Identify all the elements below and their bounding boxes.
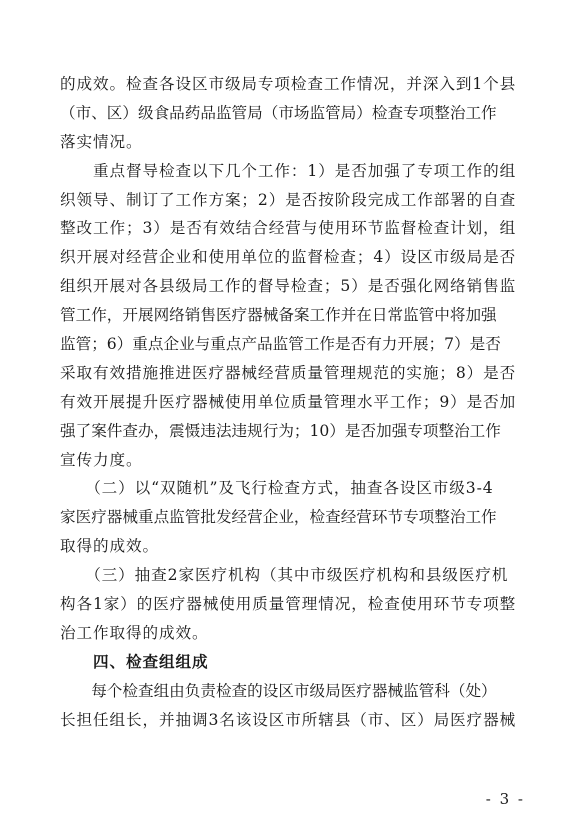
text-line: 重点督导检查以下几个工作：1）是否加强了专项工作的组: [60, 161, 517, 180]
text-line: 组织开展对各县级局工作的督导检查；5）是否强化网络销售监: [60, 277, 517, 296]
section-heading: 四、检查组组成: [60, 652, 209, 671]
text-line: 管工作，开展网络销售医疗器械备案工作并在日常监管中将加强: [60, 306, 497, 325]
text-line: 织开展对经营企业和使用单位的监督检查；4）设区市级局是否: [60, 248, 517, 267]
text-line: 强了案件查办，震慑违法违规行为；10）是否加强专项整治工作: [60, 421, 501, 440]
text-line: 整改工作；3）是否有效结合经营与使用环节监督检查计划，组: [60, 219, 517, 238]
text-line: （市、区）级食品药品监管局（市场监管局）检查专项整治工作: [60, 103, 497, 122]
text-line: 构各1家）的医疗器械使用质量管理情况，检查使用环节专项整: [60, 595, 517, 614]
text-line: 宣传力度。: [60, 450, 143, 469]
text-line: 家医疗器械重点监管批发经营企业，检查经营环节专项整治工作: [60, 508, 497, 527]
text-line: （三）抽查2家医疗机构（其中市级医疗机构和县级医疗机: [60, 566, 509, 585]
text-line: 的成效。检查各设区市级局专项检查工作情况，并深入到1个县: [60, 75, 517, 93]
text-line: 织领导、制订了工作方案；2）是否按阶段完成工作部署的自查: [60, 190, 517, 209]
text-line: 监管；6）重点企业与重点产品监管工作是否有力开展；7）是否: [60, 335, 501, 354]
text-line: 每个检查组由负责检查的设区市级局医疗器械监管科（处）: [60, 681, 497, 700]
text-line: （二）以“双随机”及飞行检查方式，抽查各设区市级3-4: [60, 479, 494, 498]
text-line: 取得的成效。: [60, 537, 159, 556]
page-number: - 3 -: [485, 790, 525, 808]
text-line: 有效开展提升医疗器械使用单位质量管理水平工作；9）是否加: [60, 392, 517, 411]
text-line: 采取有效措施推进医疗器械经营质量管理规范的实施；8）是否: [60, 363, 517, 382]
document-body: [60, 70, 517, 734]
text-line: 长担任组长，并抽调3名该设区市所辖县（市、区）局医疗器械: [60, 710, 517, 729]
text-line: 治工作取得的成效。: [60, 623, 209, 642]
text-line: 落实情况。: [60, 132, 143, 151]
